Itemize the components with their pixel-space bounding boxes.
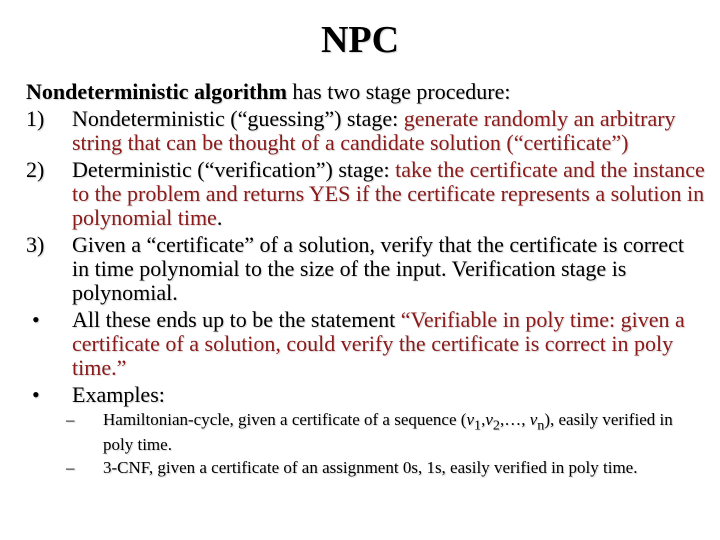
intro-line xyxy=(26,80,706,104)
intro-bold: Nondeterministic algorithm xyxy=(26,79,287,104)
slide-body xyxy=(26,80,706,481)
item-marker: 1) xyxy=(26,106,45,131)
bullet-item-examples xyxy=(26,383,706,407)
item-highlight: “Verifiable in poly time: given a certificate of a solution, could verify the certificate is correct in poly time.” xyxy=(72,307,685,380)
sub-text: Hamiltonian-cycle, given a certificate of a sequence ( xyxy=(103,410,467,429)
sub-text: ), easily verified in poly time. xyxy=(103,410,673,455)
sub-item-hamiltonian xyxy=(26,410,706,455)
var-v: v xyxy=(529,410,538,429)
slide-title: NPC xyxy=(320,19,400,61)
subscript: 2 xyxy=(492,417,500,434)
var-v: v xyxy=(466,410,474,429)
bullet-icon: • xyxy=(32,307,40,332)
list-item-1 xyxy=(26,107,706,155)
bullet-icon: • xyxy=(32,382,40,407)
item-marker: 3) xyxy=(26,232,45,257)
item-text: Examples: xyxy=(72,382,165,407)
item-marker: 2) xyxy=(26,157,45,182)
dash-icon: – xyxy=(66,458,75,478)
sub-item-3cnf xyxy=(26,458,706,478)
sub-text: 3-CNF, given a certificate of an assignment 0s, 1s, easily verified in poly time. xyxy=(103,458,638,478)
bullet-item-statement xyxy=(26,308,706,380)
subscript: 1 xyxy=(473,417,482,434)
item-text: Nondeterministic (“guessing”) stage: xyxy=(72,106,404,131)
item-highlight: take the certificate and the instance to the problem and returns YES if the certificate represents a solution in polynomial time xyxy=(72,157,705,230)
item-text: Given a “certificate” of a solution, verify that the certificate is correct in time polynomial to the size of the input. Verification stage is polynomial. xyxy=(72,232,685,305)
item-highlight: generate randomly an arbitrary string that can be thought of a candidate solution (“certificate”) xyxy=(72,106,676,155)
subscript: n xyxy=(537,417,545,434)
item-suffix: . xyxy=(216,205,223,230)
sep: , xyxy=(481,410,486,429)
list-item-3 xyxy=(26,233,706,305)
list-item-2 xyxy=(26,158,706,230)
sep: ,…, xyxy=(499,410,530,429)
dash-icon: – xyxy=(66,410,75,429)
item-text: All these ends up to be the statement xyxy=(72,307,401,332)
intro-rest: has two stage procedure: xyxy=(286,79,511,104)
var-v: v xyxy=(485,410,493,429)
item-text: Deterministic (“verification”) stage: xyxy=(72,157,396,182)
